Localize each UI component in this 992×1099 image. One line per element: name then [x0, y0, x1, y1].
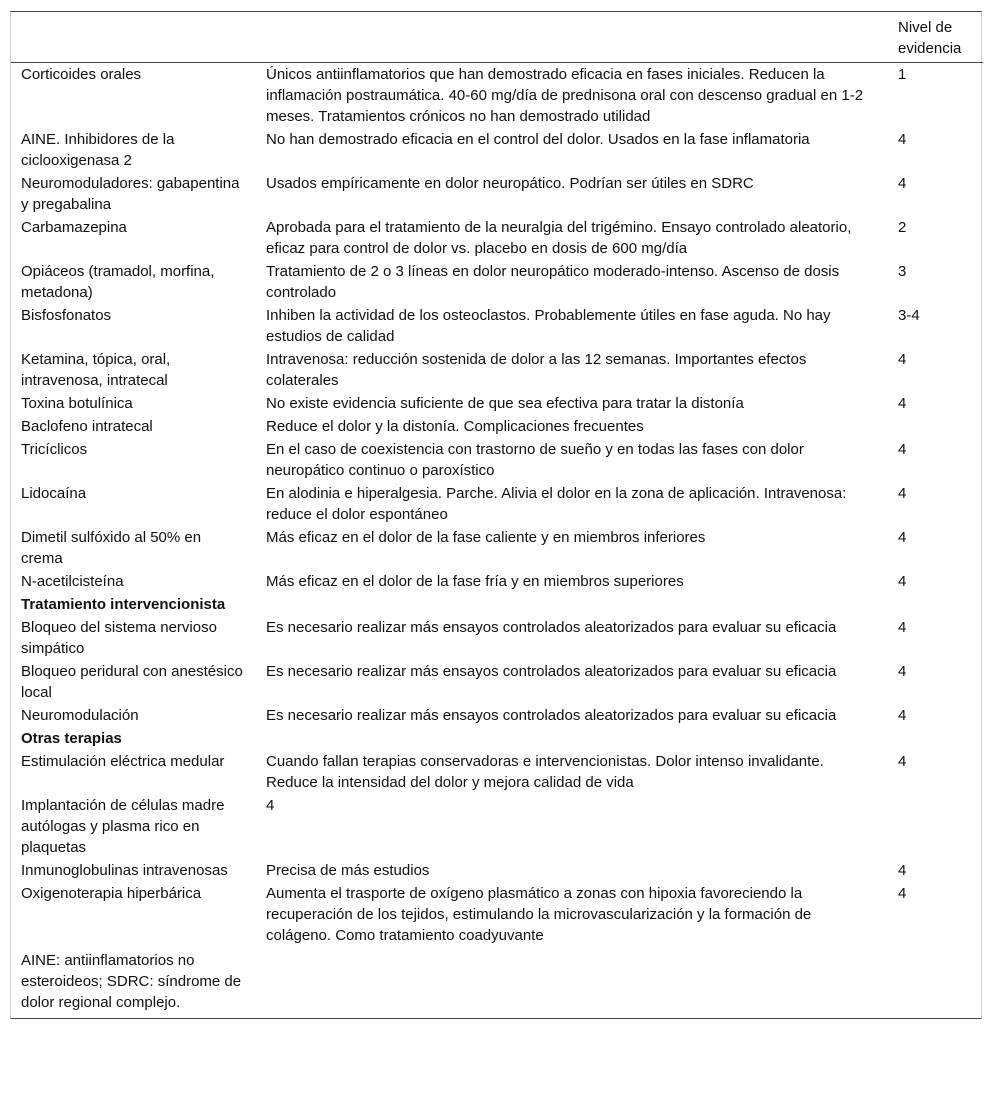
cell-evidence-level: 4 [898, 885, 907, 902]
cell-evidence-level [888, 415, 983, 438]
cell-description: Tratamiento de 2 o 3 líneas en dolor neuropático moderado-intenso. Ascenso de dosis controlado [266, 263, 840, 301]
cell-treatment-name: Bloqueo del sistema nervioso simpático [21, 619, 217, 657]
header-row [11, 12, 983, 63]
cell-evidence-level: 4 [898, 441, 907, 458]
table-body [11, 63, 983, 1019]
cell-treatment-name: Tricíclicos [21, 441, 88, 458]
cell-description: Más eficaz en el dolor de la fase caliente y en miembros inferiores [266, 529, 706, 546]
header-cell-evidence-level: Nivel de evidencia [888, 12, 983, 63]
cell-description: Únicos antiinflamatorios que han demostrado eficacia en fases iniciales. Reducen la inflamación postraumática. 40-60 mg/día de prednisona oral con descenso gradual en 1-2 meses. Tratamientos crónicos no han demostrado utilidad [266, 66, 864, 125]
table-row [11, 616, 983, 660]
footnote-text: AINE: antiinflamatorios no esteroideos; SDRC: síndrome de dolor regional complejo. [21, 952, 242, 1011]
treatment-table [11, 12, 983, 1018]
cell-treatment-name: Bisfosfonatos [21, 307, 112, 324]
section-row-interventional [11, 593, 983, 616]
table-row [11, 570, 983, 593]
cell-treatment-name: N-acetilcisteína [21, 573, 124, 590]
table-row [11, 482, 983, 526]
cell-evidence-level: 4 [898, 529, 907, 546]
cell-description: Es necesario realizar más ensayos controlados aleatorizados para evaluar su eficacia [266, 663, 837, 680]
table-row [11, 704, 983, 727]
header-cell-treatment [11, 12, 256, 63]
table-row [11, 415, 983, 438]
section-heading: Otras terapias [21, 730, 122, 747]
cell-evidence-level: 4 [898, 663, 907, 680]
table-row [11, 128, 983, 172]
cell-evidence-level: 3 [898, 263, 907, 280]
table-row [11, 260, 983, 304]
table-header [11, 12, 983, 63]
cell-evidence-level: 4 [898, 862, 907, 879]
cell-evidence-level: 4 [898, 131, 907, 148]
cell-evidence-level: 2 [898, 219, 907, 236]
cell-description: Inhiben la actividad de los osteoclastos. Probablemente útiles en fase aguda. No hay estudios de calidad [266, 307, 831, 345]
table-row [11, 526, 983, 570]
cell-description: Aumenta el trasporte de oxígeno plasmático a zonas con hipoxia favoreciendo la recuperación de los tejidos, estimulando la microvascularización y la formación de colágeno. Como tratamiento coadyuvante [266, 885, 812, 944]
table-row [11, 216, 983, 260]
cell-treatment-name: Oxigenoterapia hiperbárica [21, 885, 202, 902]
cell-description: Aprobada para el tratamiento de la neuralgia del trigémino. Ensayo controlado aleatorio, eficaz para control de dolor vs. placebo en dosis de 600 mg/día [266, 219, 852, 257]
cell-treatment-name: Estimulación eléctrica medular [21, 753, 225, 770]
table-row [11, 660, 983, 704]
table-row [11, 750, 983, 794]
cell-treatment-name: Ketamina, tópica, oral, intravenosa, intratecal [21, 351, 171, 389]
cell-treatment-name: Corticoides orales [21, 66, 142, 83]
cell-description: Precisa de más estudios [266, 862, 430, 879]
cell-description: Usados empíricamente en dolor neuropático. Podrían ser útiles en SDRC [266, 175, 754, 192]
header-cell-description [256, 12, 888, 63]
table-row [11, 392, 983, 415]
table-row [11, 859, 983, 882]
cell-description: En el caso de coexistencia con trastorno de sueño y en todas las fases con dolor neuropático continuo o paroxístico [266, 441, 804, 479]
footnote-empty-cell [256, 947, 888, 1018]
cell-evidence-level: 4 [898, 619, 907, 636]
cell-description: En alodinia e hiperalgesia. Parche. Alivia el dolor en la zona de aplicación. Intravenosa: reduce el dolor espontáneo [266, 485, 847, 523]
table-row [11, 794, 983, 859]
cell-treatment-name: Implantación de células madre autólogas y plasma rico en plaquetas [21, 797, 225, 856]
evidence-table [10, 11, 982, 1019]
cell-evidence-level: 4 [898, 707, 907, 724]
table-row [11, 438, 983, 482]
cell-description: Más eficaz en el dolor de la fase fría y en miembros superiores [266, 573, 684, 590]
cell-description: Reduce el dolor y la distonía. Complicaciones frecuentes [266, 418, 644, 435]
section-row-other [11, 727, 983, 750]
cell-description: Es necesario realizar más ensayos controlados aleatorizados para evaluar su eficacia [266, 707, 837, 724]
cell-evidence-level: 1 [898, 66, 907, 83]
cell-description: No han demostrado eficacia en el control del dolor. Usados en la fase inflamatoria [266, 131, 810, 148]
section-heading: Tratamiento intervencionista [21, 596, 226, 613]
cell-evidence-level: 4 [898, 753, 907, 770]
cell-treatment-name: Toxina botulínica [21, 395, 133, 412]
table-row [11, 304, 983, 348]
cell-evidence-level: 4 [898, 395, 907, 412]
cell-treatment-name: Inmunoglobulinas intravenosas [21, 862, 228, 879]
table-row [11, 63, 983, 129]
table-row [11, 172, 983, 216]
table-row [11, 882, 983, 947]
cell-description: 4 [266, 797, 275, 814]
cell-treatment-name: Dimetil sulfóxido al 50% en crema [21, 529, 202, 567]
cell-evidence-level [888, 794, 983, 859]
cell-treatment-name: Opiáceos (tramadol, morfina, metadona) [21, 263, 215, 301]
footnote-empty-cell [888, 947, 983, 1018]
cell-description: Es necesario realizar más ensayos controlados aleatorizados para evaluar su eficacia [266, 619, 837, 636]
cell-evidence-level: 4 [898, 175, 907, 192]
cell-treatment-name: Bloqueo peridural con anestésico local [21, 663, 243, 701]
cell-treatment-name: Lidocaína [21, 485, 87, 502]
cell-treatment-name: Carbamazepina [21, 219, 127, 236]
cell-treatment-name: Neuromoduladores: gabapentina y pregabalina [21, 175, 240, 213]
cell-treatment-name: AINE. Inhibidores de la ciclooxigenasa 2 [21, 131, 175, 169]
cell-evidence-level: 3-4 [898, 307, 920, 324]
cell-evidence-level: 4 [898, 485, 907, 502]
cell-description: Cuando fallan terapias conservadoras e intervencionistas. Dolor intenso invalidante. Reduce la intensidad del dolor y mejora calidad de vida [266, 753, 824, 791]
table-row [11, 348, 983, 392]
cell-description: No existe evidencia suficiente de que sea efectiva para tratar la distonía [266, 395, 744, 412]
footnote-row [11, 947, 983, 1018]
cell-evidence-level: 4 [898, 351, 907, 368]
cell-evidence-level: 4 [898, 573, 907, 590]
cell-description: Intravenosa: reducción sostenida de dolor a las 12 semanas. Importantes efectos colaterales [266, 351, 807, 389]
cell-treatment-name: Neuromodulación [21, 707, 139, 724]
cell-treatment-name: Baclofeno intratecal [21, 418, 153, 435]
